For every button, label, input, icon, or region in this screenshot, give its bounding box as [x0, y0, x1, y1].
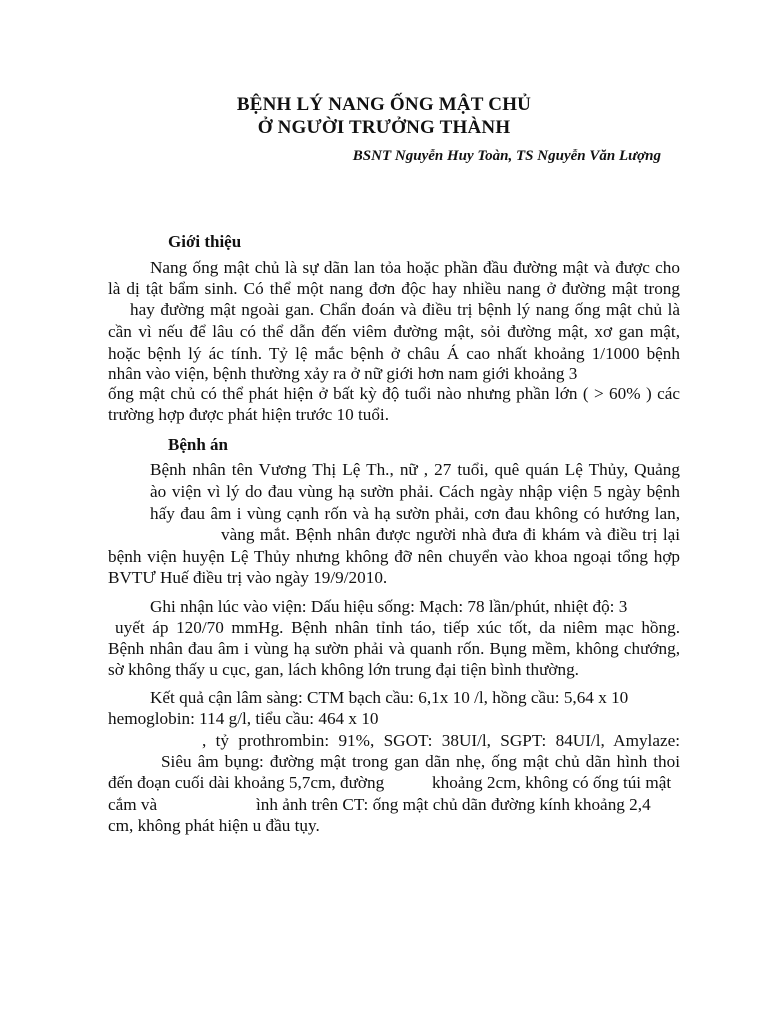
case-para1-line: Bệnh nhân tên Vương Thị Lệ Th., nữ , 27 tuổi, quê quán Lệ Thủy, Quảng — [150, 460, 680, 479]
title-line-2: Ở NGƯỜI TRƯỞNG THÀNH — [257, 117, 511, 138]
authors: BSNT Nguyễn Huy Toàn, TS Nguyễn Văn Lượng — [352, 148, 661, 164]
title-line-1: BỆNH LÝ NANG ỐNG MẬT CHỦ — [236, 94, 532, 115]
case-para3-line: khoảng 2cm, không có ống túi mật — [432, 773, 672, 792]
case-para3-line: cắm và — [108, 795, 158, 814]
case-para1-line: ào viện vì lý do đau vùng hạ sườn phải. Cách ngày nhập viện 5 ngày bệnh — [150, 482, 680, 501]
case-para3-line: , tỷ prothrombin: 91%, SGOT: 38UI/l, SGPT: 84UI/l, Amylaze: — [202, 731, 680, 750]
case-para3-line: đến đoạn cuối dài khoảng 5,7cm, đường — [108, 773, 385, 792]
intro-line: là dị tật bẩm sinh. Có thể một nang đơn độc hay nhiều nang ở đường mật trong — [108, 279, 680, 298]
intro-line: Nang ống mật chủ là sự dãn lan tỏa hoặc phần đầu đường mật và được cho — [150, 258, 680, 277]
case-para2-line: uyết áp 120/70 mmHg. Bệnh nhân tỉnh táo, tiếp xúc tốt, da niêm mạc hồng. — [115, 618, 680, 637]
case-para1-line: bệnh viện huyện Lệ Thủy nhưng không đỡ nên chuyển vào khoa ngoại tổng hợp — [108, 547, 680, 566]
case-para3-line: hemoglobin: 114 g/l, tiểu cầu: 464 x 10 — [108, 709, 379, 728]
case-para1-line: hấy đau âm i vùng cạnh rốn và hạ sườn phải, cơn đau không có hướng lan, — [150, 504, 680, 523]
case-para2-line: Bệnh nhân đau âm i vùng hạ sườn phải và quanh rốn. Bụng mềm, không chướng, — [108, 639, 680, 658]
intro-line: hoặc bệnh lý ác tính. Tỷ lệ mắc bệnh ở châu Á cao nhất khoảng 1/1000 bệnh — [108, 344, 680, 363]
case-para3-line: cm, không phát hiện u đầu tụy. — [108, 816, 320, 835]
intro-line: nhân vào viện, bệnh thường xảy ra ở nữ giới hơn nam giới khoảng 3 — [108, 364, 578, 383]
case-para2-line: Ghi nhận lúc vào viện: Dấu hiệu sống: Mạch: 78 lần/phút, nhiệt độ: 3 — [150, 597, 628, 616]
case-para1-line: BVTƯ Huế điều trị vào ngày 19/9/2010. — [108, 568, 388, 587]
case-para1-line: vàng mắt. Bệnh nhân được người nhà đưa đi khám và điều trị lại — [221, 525, 680, 544]
case-para3-line: Kết quả cận lâm sàng: CTM bạch cầu: 6,1x 10 /l, hồng cầu: 5,64 x 10 — [150, 688, 629, 707]
case-para3-line: Siêu âm bụng: đường mật trong gan dãn nhẹ, ống mật chủ dãn hình thoi — [161, 752, 680, 771]
intro-heading: Giới thiệu — [168, 232, 242, 251]
intro-line: hay đường mật ngoài gan. Chẩn đoán và điều trị bệnh lý nang ống mật chủ là — [130, 300, 680, 319]
intro-line: trường hợp được phát hiện trước 10 tuổi. — [108, 405, 390, 424]
case-para3-line: ình ảnh trên CT: ống mật chủ dãn đường kính khoảng 2,4 — [256, 795, 651, 814]
intro-line: ống mật chủ có thể phát hiện ở bất kỳ độ tuổi nào nhưng phần lớn ( > 60% ) các — [108, 384, 680, 403]
case-heading: Bệnh án — [168, 435, 228, 454]
intro-line: cần vì nếu để lâu có thể dẫn đến viêm đường mật, sỏi đường mật, xơ gan mật, — [108, 322, 680, 341]
case-para2-line: sờ không thấy u cục, gan, lách không lớn trung đại tiện bình thường. — [108, 660, 579, 679]
